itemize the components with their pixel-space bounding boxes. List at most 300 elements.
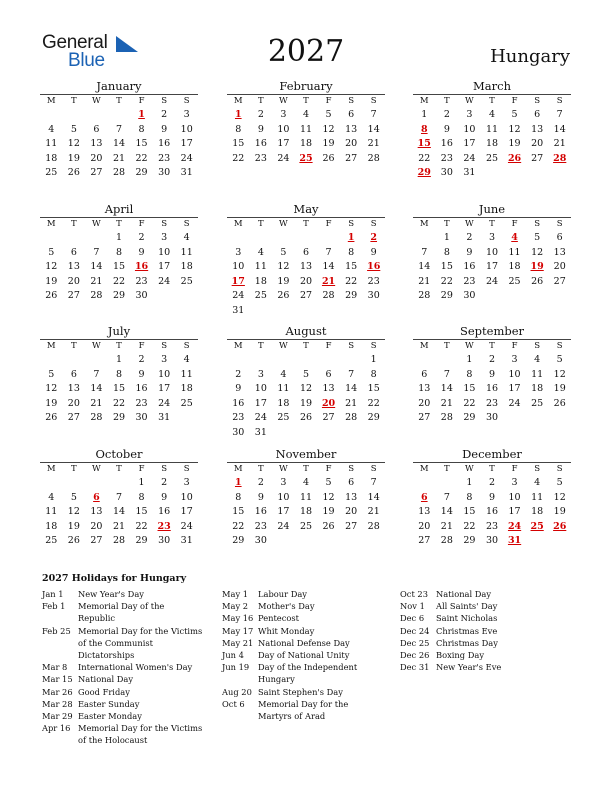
holiday-day: 15: [417, 138, 431, 150]
day: 1: [466, 354, 473, 365]
day: 18: [531, 383, 544, 395]
day: 5: [534, 232, 541, 243]
holiday-day: 21: [321, 275, 336, 287]
holiday-entry: [222, 698, 383, 722]
weekday-label: T: [258, 341, 264, 351]
day: 22: [232, 520, 245, 532]
month-name: September: [459, 324, 525, 338]
empty-day: [108, 476, 131, 491]
day: 12: [299, 383, 313, 395]
day: 31: [180, 535, 193, 547]
weekday-label: M: [419, 96, 429, 106]
day: 21: [440, 520, 453, 532]
day: 22: [463, 520, 476, 532]
day: 6: [93, 123, 100, 135]
month-name: August: [285, 324, 327, 338]
weekday-label: S: [370, 464, 377, 474]
day: 22: [112, 397, 126, 409]
holiday-date: May 21: [222, 637, 254, 648]
weekday-label: W: [465, 341, 474, 351]
day: 10: [254, 383, 267, 395]
weekday-header: [227, 463, 385, 476]
day: 21: [367, 506, 380, 518]
weekday-label: W: [92, 464, 101, 474]
day: 1: [370, 354, 377, 365]
holidays-column: [400, 588, 561, 673]
day: 27: [322, 412, 335, 424]
day: 7: [115, 123, 123, 135]
weekday-label: S: [534, 219, 541, 229]
day: 25: [299, 520, 313, 532]
weekday-header: [413, 218, 571, 231]
day: 9: [161, 123, 168, 135]
day: 27: [67, 290, 80, 302]
holiday-date: Jan 1: [42, 589, 64, 599]
day: 27: [345, 520, 358, 532]
day: 15: [135, 138, 148, 150]
weekday-label: W: [92, 96, 101, 106]
day: 15: [112, 261, 126, 273]
day: 8: [466, 368, 473, 380]
day: 18: [254, 275, 267, 287]
day: 29: [112, 412, 126, 424]
day: 7: [556, 109, 563, 120]
day: 19: [45, 397, 58, 409]
holiday-name: Christmas Eve: [436, 625, 498, 636]
day: 20: [553, 261, 566, 273]
holiday-day: 17: [231, 275, 245, 287]
day: 3: [511, 354, 518, 365]
day: 29: [135, 167, 148, 179]
day: 22: [135, 520, 148, 532]
day: 13: [553, 246, 566, 258]
holiday-name: National Day: [436, 589, 492, 599]
day: 18: [299, 138, 313, 150]
day: 8: [466, 491, 473, 503]
day: 20: [418, 520, 431, 532]
day: 17: [180, 138, 193, 150]
month-name: January: [96, 79, 142, 93]
day: 12: [67, 138, 80, 150]
day: 12: [531, 246, 544, 258]
day-grid: [413, 353, 571, 426]
day: 23: [135, 275, 148, 287]
holiday-name: Memorial Day for the Victims of the Communist Dictatorships: [78, 625, 203, 661]
day: 7: [443, 491, 450, 503]
day: 25: [277, 412, 290, 424]
day: 3: [466, 109, 473, 120]
day-grid: [40, 231, 198, 304]
day: 25: [254, 290, 267, 302]
holiday-date: Mar 26: [42, 686, 73, 697]
empty-day: [63, 476, 86, 491]
day: 22: [463, 397, 476, 409]
day: 30: [485, 412, 499, 424]
empty-day: [40, 476, 63, 491]
day: 23: [254, 520, 267, 532]
day: 18: [508, 261, 521, 273]
day: 27: [299, 290, 313, 302]
day: 23: [485, 397, 499, 409]
weekday-header: [413, 463, 571, 476]
day: 12: [277, 261, 290, 273]
day: 16: [254, 138, 267, 150]
weekday-label: F: [325, 464, 332, 474]
weekday-label: T: [71, 96, 77, 106]
month-name: June: [478, 202, 506, 216]
holiday-date: Mar 29: [42, 711, 73, 722]
holiday-name: Memorial Day of the Republic: [78, 601, 165, 624]
holiday-date: Oct 6: [222, 698, 245, 709]
empty-day: [63, 231, 86, 246]
day: 21: [90, 275, 103, 287]
day: 17: [158, 261, 171, 273]
day: 14: [440, 506, 453, 518]
month-december: [413, 447, 571, 549]
holiday-name: Day of the Independent Hungary: [258, 662, 358, 685]
day: 7: [421, 246, 428, 258]
day: 7: [443, 368, 450, 380]
day: 8: [115, 368, 123, 380]
day-grid: [227, 476, 385, 549]
day: 3: [183, 477, 190, 488]
day: 24: [158, 397, 171, 409]
day: 8: [370, 368, 377, 380]
day: 13: [345, 491, 358, 503]
day: 2: [235, 368, 242, 380]
weekday-label: W: [279, 219, 288, 229]
day: 16: [158, 138, 171, 150]
weekday-label: F: [325, 341, 332, 351]
holiday-name: Whit Monday: [258, 625, 315, 636]
day-grid: [227, 353, 385, 441]
day: 27: [90, 535, 103, 547]
holiday-entry: [42, 722, 203, 746]
weekday-label: T: [489, 464, 495, 474]
day: 28: [440, 412, 453, 424]
day-grid: [40, 353, 198, 426]
day: 30: [440, 167, 453, 179]
weekday-label: W: [465, 96, 474, 106]
day: 16: [232, 397, 245, 409]
day: 26: [322, 520, 335, 532]
day: 14: [418, 261, 431, 273]
weekday-label: W: [465, 219, 474, 229]
day: 6: [70, 246, 77, 258]
day: 21: [112, 152, 126, 164]
holiday-day: 26: [507, 152, 522, 164]
day: 27: [531, 152, 544, 164]
holiday-entry: [42, 710, 203, 722]
day: 4: [183, 232, 190, 243]
day: 11: [180, 368, 193, 380]
month-april: [40, 202, 198, 304]
day: 7: [370, 477, 377, 488]
day: 22: [345, 275, 358, 287]
day: 10: [508, 368, 521, 380]
holiday-day: 1: [234, 109, 242, 120]
day: 4: [48, 123, 55, 135]
day: 3: [280, 109, 287, 120]
weekday-label: F: [138, 464, 145, 474]
holiday-day: 1: [138, 109, 145, 120]
day: 23: [135, 397, 148, 409]
day: 13: [531, 123, 544, 135]
day: 29: [112, 290, 126, 302]
holiday-date: Jun 19: [222, 662, 250, 673]
empty-day: [108, 108, 131, 123]
day: 19: [67, 152, 80, 164]
day: 6: [325, 368, 332, 380]
day: 7: [93, 246, 100, 258]
weekday-label: T: [258, 219, 264, 229]
day: 7: [325, 246, 332, 258]
day: 28: [418, 290, 431, 302]
holiday-name: Good Friday: [78, 686, 130, 697]
day: 25: [180, 275, 193, 287]
day: 9: [488, 491, 496, 503]
day: 14: [90, 261, 103, 273]
day: 2: [488, 354, 496, 365]
day: 13: [418, 383, 431, 395]
day: 18: [180, 261, 193, 273]
day: 11: [299, 491, 313, 503]
weekday-label: S: [183, 96, 190, 106]
day: 10: [463, 123, 476, 135]
weekday-label: S: [370, 96, 377, 106]
weekday-label: T: [258, 96, 264, 106]
holiday-day: 23: [157, 520, 171, 532]
day: 13: [418, 506, 431, 518]
day: 10: [180, 491, 193, 503]
empty-day: [250, 231, 273, 246]
holiday-name: Saint Stephen's Day: [258, 686, 343, 697]
day: 18: [180, 383, 193, 395]
day: 24: [180, 520, 193, 532]
day: 21: [345, 397, 358, 409]
day: 24: [232, 290, 245, 302]
weekday-label: S: [183, 341, 190, 351]
day: 13: [67, 261, 80, 273]
day: 14: [112, 506, 126, 518]
day: 25: [508, 275, 521, 287]
month-january: [40, 79, 198, 181]
day: 29: [440, 290, 453, 302]
day: 9: [443, 123, 450, 135]
day: 24: [254, 412, 267, 424]
weekday-label: T: [258, 464, 264, 474]
day: 4: [302, 477, 310, 488]
day: 4: [48, 491, 55, 503]
holiday-name: Easter Monday: [78, 711, 142, 722]
day: 4: [488, 109, 496, 120]
holiday-day: 6: [93, 491, 100, 503]
holiday-entry: [400, 588, 561, 600]
holiday-date: Mar 28: [42, 698, 73, 709]
weekday-label: F: [138, 219, 145, 229]
holiday-date: Dec 31: [400, 662, 430, 673]
weekday-label: M: [46, 341, 56, 351]
day: 20: [345, 506, 358, 518]
weekday-label: F: [138, 96, 145, 106]
day: 8: [443, 246, 450, 258]
day: 6: [534, 109, 541, 120]
day: 17: [485, 261, 499, 273]
holiday-name: Easter Sunday: [78, 698, 140, 709]
day: 30: [135, 412, 148, 424]
holiday-entry: [400, 600, 561, 612]
day: 9: [488, 368, 496, 380]
day: 19: [322, 506, 335, 518]
weekday-label: M: [233, 464, 243, 474]
month-may: [227, 202, 385, 319]
day: 30: [485, 535, 499, 547]
weekday-label: T: [116, 341, 122, 351]
day: 27: [553, 275, 566, 287]
day: 3: [161, 232, 168, 243]
day: 2: [257, 477, 264, 488]
month-name: July: [107, 324, 131, 338]
day: 1: [443, 232, 450, 243]
holiday-date: Dec 25: [400, 637, 430, 648]
day: 23: [367, 275, 380, 287]
holiday-day: 8: [420, 123, 428, 135]
holiday-name: National Day: [78, 674, 134, 685]
month-october: [40, 447, 198, 549]
day: 5: [280, 246, 287, 258]
weekday-label: F: [511, 341, 518, 351]
weekday-label: S: [556, 464, 563, 474]
holiday-name: Memorial Day for the Victims of the Holocaust: [78, 723, 203, 746]
weekday-label: S: [556, 219, 563, 229]
day: 16: [135, 383, 148, 395]
month-february: [227, 79, 385, 166]
weekday-label: F: [138, 341, 145, 351]
day: 14: [367, 123, 380, 135]
empty-day: [436, 353, 459, 368]
weekday-label: W: [465, 464, 474, 474]
day: 16: [485, 506, 499, 518]
weekday-label: S: [534, 96, 541, 106]
weekday-label: M: [46, 96, 56, 106]
holiday-entry: [42, 625, 203, 662]
day: 22: [112, 275, 126, 287]
day: 15: [232, 138, 245, 150]
month-name: February: [279, 79, 333, 93]
holiday-entry: [42, 686, 203, 698]
empty-day: [295, 353, 318, 368]
day: 12: [553, 491, 566, 503]
day: 17: [508, 506, 521, 518]
day: 3: [161, 354, 168, 365]
holiday-entry: [400, 649, 561, 661]
day: 9: [370, 246, 377, 258]
weekday-label: S: [161, 341, 168, 351]
weekday-label: F: [511, 464, 518, 474]
holiday-entry: [400, 612, 561, 624]
day: 4: [183, 354, 190, 365]
holiday-date: Mar 8: [42, 662, 68, 673]
day: 21: [418, 275, 431, 287]
weekday-label: M: [419, 341, 429, 351]
weekday-header: [413, 340, 571, 353]
day: 4: [302, 109, 310, 120]
day: 10: [485, 246, 499, 258]
weekday-label: S: [348, 341, 355, 351]
day: 5: [556, 354, 563, 365]
day: 9: [138, 368, 145, 380]
holiday-date: Mar 15: [42, 674, 73, 685]
day: 17: [277, 138, 290, 150]
day: 21: [90, 397, 103, 409]
holiday-day: 6: [420, 491, 428, 503]
day: 21: [367, 138, 380, 150]
day: 30: [463, 290, 476, 302]
day: 15: [440, 261, 453, 273]
holiday-day: 2: [370, 232, 378, 243]
day: 26: [45, 412, 58, 424]
calendar-country: Hungary: [490, 46, 570, 67]
holiday-date: May 16: [222, 613, 254, 624]
day: 14: [345, 383, 358, 395]
weekday-label: F: [511, 96, 518, 106]
day: 11: [299, 123, 313, 135]
day: 14: [367, 491, 380, 503]
empty-day: [40, 353, 63, 368]
day: 2: [161, 109, 168, 120]
day: 28: [90, 290, 103, 302]
day: 17: [463, 138, 476, 150]
day: 5: [70, 123, 77, 135]
day: 14: [90, 383, 103, 395]
day: 20: [67, 397, 80, 409]
day: 22: [232, 152, 245, 164]
day: 18: [531, 506, 544, 518]
day: 25: [45, 535, 58, 547]
holiday-entry: [42, 588, 203, 600]
day: 30: [158, 535, 171, 547]
day: 26: [322, 152, 335, 164]
holiday-date: May 2: [222, 601, 249, 612]
weekday-label: W: [279, 341, 288, 351]
weekday-label: T: [303, 341, 309, 351]
day: 12: [67, 506, 80, 518]
empty-day: [317, 231, 340, 246]
holiday-name: National Defense Day: [258, 637, 350, 648]
day-grid: [413, 231, 571, 304]
day: 21: [553, 138, 566, 150]
day: 6: [348, 477, 355, 488]
holiday-entry: [222, 612, 383, 624]
empty-day: [227, 231, 250, 246]
weekday-label: M: [233, 96, 243, 106]
day: 24: [508, 397, 521, 409]
empty-day: [413, 353, 436, 368]
day: 14: [553, 123, 566, 135]
holiday-entry: [222, 661, 383, 685]
day: 27: [345, 152, 358, 164]
holiday-date: Apr 16: [42, 723, 71, 734]
day: 3: [235, 246, 242, 258]
weekday-label: M: [419, 219, 429, 229]
day: 10: [158, 368, 171, 380]
day: 1: [138, 477, 145, 488]
day: 28: [367, 152, 380, 164]
day: 14: [112, 138, 126, 150]
weekday-header: [413, 95, 571, 108]
empty-day: [85, 353, 108, 368]
day: 28: [345, 412, 358, 424]
